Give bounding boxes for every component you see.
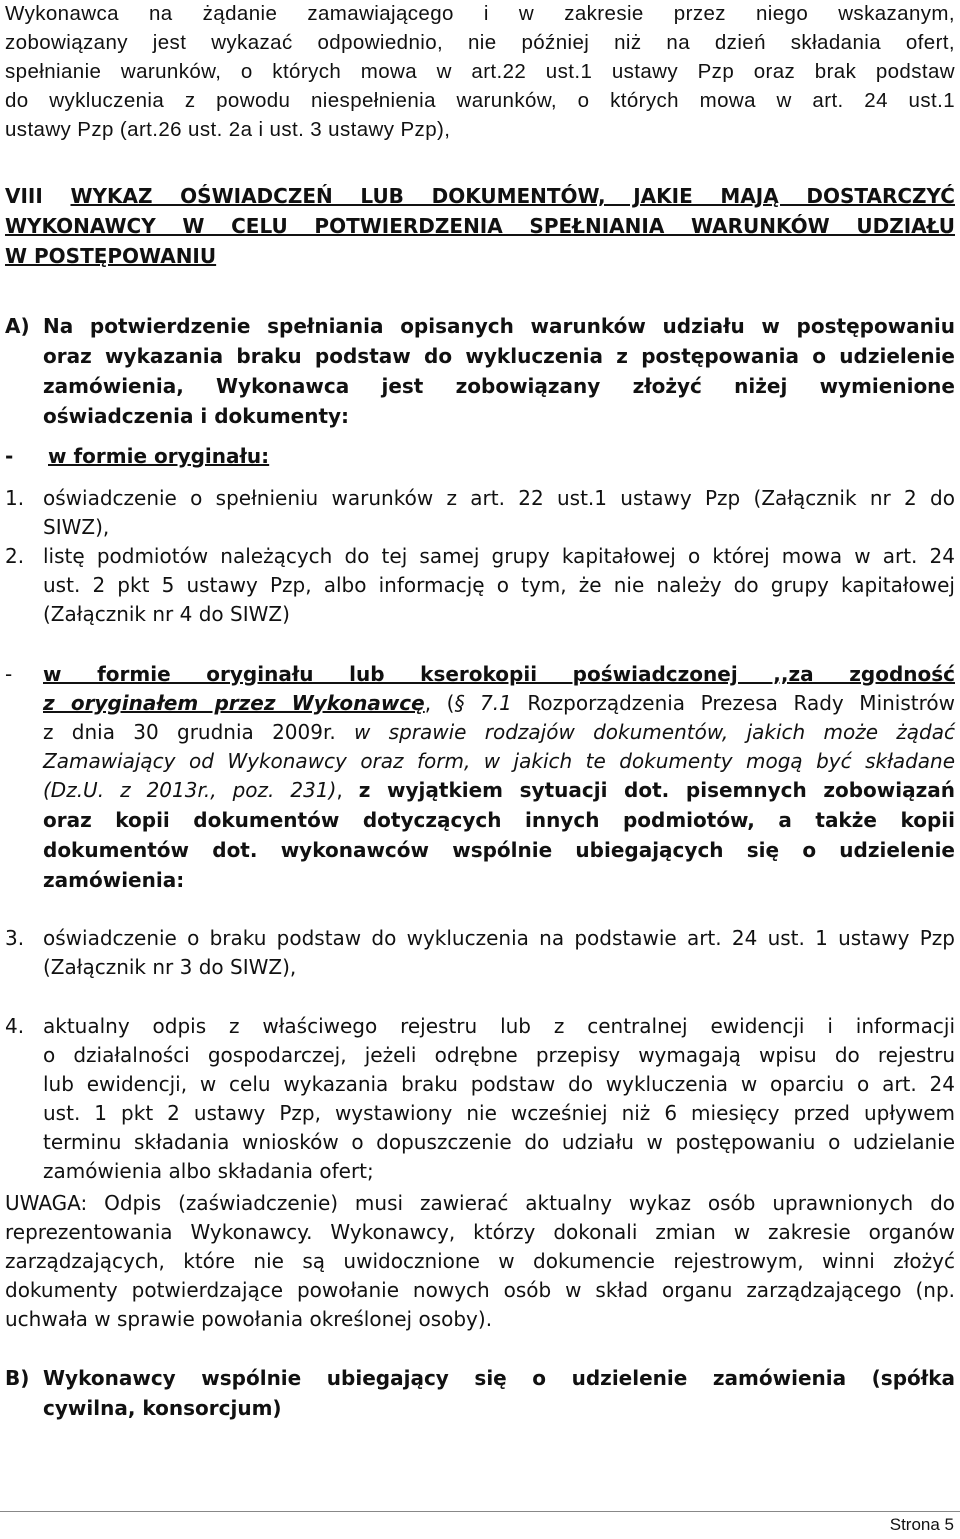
heading-text: WYKAZ OŚWIADCZEŃ LUB DOKUMENTÓW, JAKIE MAJĄ DOSTARCZYĆ: [70, 184, 955, 208]
plain-text: Rozporządzenia Prezesa Rady Ministrów: [511, 691, 955, 715]
text-line: oraz kopii dokumentów dotyczących innych podmiotów, a także kopii: [43, 808, 955, 832]
item-number: 1.: [5, 486, 25, 510]
italic-text: (Dz.U. z 2013r., poz. 231): [43, 778, 337, 802]
text-line: lub ewidencji, w celu wykazania braku podstaw do wykluczenia w oparciu o art. 24: [43, 1072, 955, 1096]
footer-divider: [0, 1511, 960, 1512]
heading-line: WYKONAWCY W CELU POTWIERDZENIA SPEŁNIANIA WARUNKÓW UDZIAŁU: [5, 214, 955, 238]
text-line: zamówienia albo składania ofert;: [43, 1159, 374, 1183]
section-marker: B): [5, 1366, 30, 1390]
text-line: listę podmiotów należących do tej samej grupy kapitałowej o której mowa w art. 24: [43, 544, 955, 568]
section-marker: A): [5, 314, 30, 338]
text-line: w formie oryginału lub kserokopii poświadczonej ,,za zgodność: [43, 662, 955, 686]
plain-text: ,: [336, 778, 359, 802]
text-line: oświadczenie o spełnieniu warunków z art. 22 ust.1 ustawy Pzp (Załącznik nr 2 do: [43, 486, 955, 510]
text-line: o działalności gospodarczej, jeżeli odrębne przepisy wymagają wpisu do rejestru: [43, 1043, 955, 1067]
item-number: 3.: [5, 926, 25, 950]
text-line: ust. 1 pkt 2 ustawy Pzp, wystawiony nie wcześniej niż 6 miesięcy przed upływem: [43, 1101, 955, 1125]
text-line: [43, 776, 955, 804]
emphasis-text: z oryginałem przez Wykonawcę: [43, 691, 425, 715]
text-line: ustawy Pzp (art.26 ust. 2a i ust. 3 ustawy Pzp),: [5, 118, 451, 141]
italic-text: w sprawie rodzajów dokumentów, jakich może żądać: [354, 720, 955, 744]
section-number: VIII: [5, 184, 43, 208]
item-number: 4.: [5, 1014, 25, 1038]
text-line: (Załącznik nr 3 do SIWZ),: [43, 955, 297, 979]
dash-marker: -: [5, 662, 13, 686]
text-line: ust. 2 pkt 5 ustawy Pzp, albo informację o tym, że nie należy do grupy kapitałowej: [43, 573, 955, 597]
text-line: zamówienia:: [43, 868, 185, 892]
plain-text: z dnia 30 grudnia 2009r.: [43, 720, 355, 744]
dash-marker: -: [5, 444, 14, 468]
text-line: cywilna, konsorcjum): [43, 1396, 282, 1420]
text-line: zarządzających, które nie są uwidocznione w dokumencie rejestrowym, winni złożyć: [5, 1249, 955, 1273]
bold-text: z wyjątkiem sytuacji dot. pisemnych zobowiązań: [358, 778, 956, 802]
text-line: Na potwierdzenie spełniania opisanych warunków udziału w postępowaniu: [43, 314, 955, 338]
text-line: reprezentowania Wykonawcy. Wykonawcy, którzy dokonali zmian w zakresie organów: [5, 1220, 955, 1244]
text-line: zobowiązany jest wykazać odpowiednio, nie później niż na dzień składania ofert,: [5, 31, 955, 54]
subheading-text: w formie oryginału:: [48, 444, 270, 468]
text-line: [43, 689, 955, 717]
text-line: SIWZ),: [43, 515, 110, 539]
text-line: aktualny odpis z właściwego rejestru lub z centralnej ewidencji i informacji: [43, 1014, 955, 1038]
text-line: Wykonawca na żądanie zamawiającego i w zakresie przez niego wskazanym,: [5, 2, 955, 25]
item-number: 2.: [5, 544, 25, 568]
text-line: dokumenty potwierdzające powołanie nowych osób w skład organu zarządzającego (np.: [5, 1278, 955, 1302]
heading-line: [5, 182, 955, 210]
text-line: [43, 718, 955, 746]
text-line: uchwała w sprawie powołania określonej osoby).: [5, 1307, 493, 1331]
text-line: do wykluczenia z powodu niespełnienia warunków, o których mowa w art. 24 ust.1: [5, 89, 955, 112]
heading-line: W POSTĘPOWANIU: [5, 244, 217, 268]
text-line: terminu składania wniosków o dopuszczenie do udziału w postępowaniu o udzielanie: [43, 1130, 955, 1154]
plain-text: , (: [424, 691, 455, 715]
page-number: Strona 5: [889, 1515, 954, 1534]
text-line: oświadczenia i dokumenty:: [43, 404, 350, 428]
text-line: oświadczenie o braku podstaw do wykluczenia na podstawie art. 24 ust. 1 ustawy Pzp: [43, 926, 955, 950]
text-line: Zamawiający od Wykonawcy oraz form, w jakich te dokumenty mogą być składane: [43, 749, 955, 773]
text-line: dokumentów dot. wykonawców wspólnie ubiegających się o udzielenie: [43, 838, 955, 862]
paragraph-ref: § 7.1: [454, 691, 512, 715]
text-line: Wykonawcy wspólnie ubiegający się o udzielenie zamówienia (spółka: [43, 1366, 955, 1390]
text-line: spełnianie warunków, o których mowa w art.22 ust.1 ustawy Pzp oraz brak podstaw: [5, 60, 955, 83]
text-line: UWAGA: Odpis (zaświadczenie) musi zawierać aktualny wykaz osób uprawnionych do: [5, 1191, 955, 1215]
text-line: (Załącznik nr 4 do SIWZ): [43, 602, 290, 626]
text-line: oraz wykazania braku podstaw do wykluczenia z postępowania o udzielenie: [43, 344, 955, 368]
text-line: zamówienia, Wykonawca jest zobowiązany złożyć niżej wymienione: [43, 374, 955, 398]
